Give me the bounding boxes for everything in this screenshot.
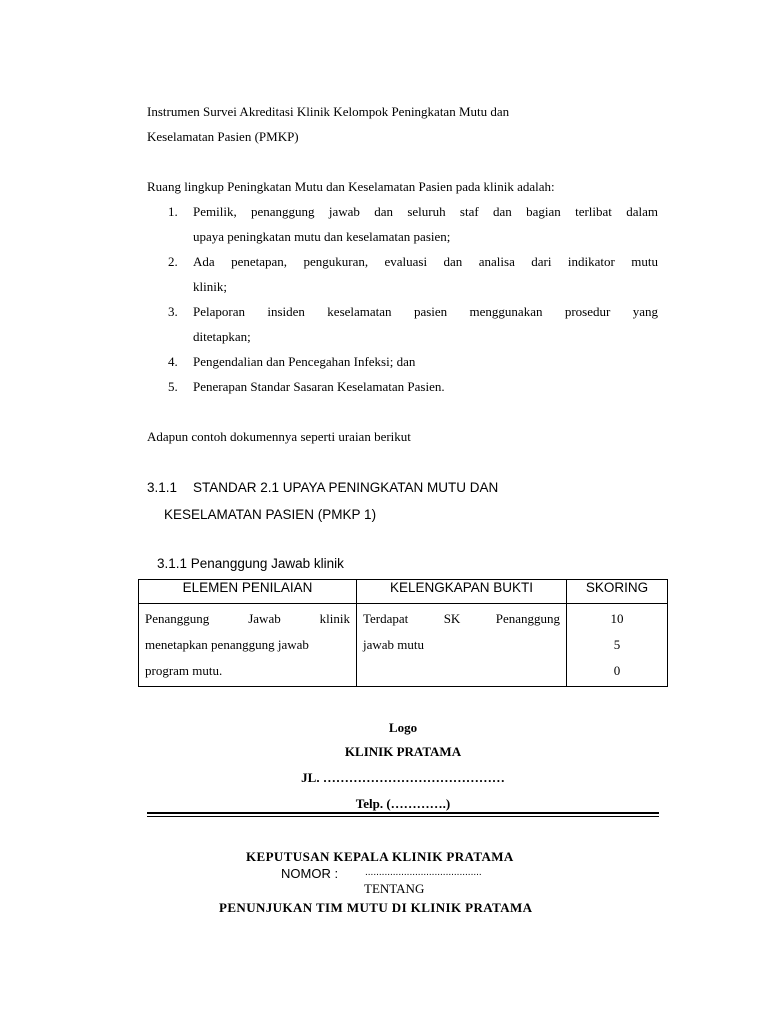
letterhead-rule-thick — [147, 812, 659, 814]
cell-skoring — [567, 604, 668, 687]
scope-intro: Ruang lingkup Peningkatan Mutu dan Keselamatan Pasien pada klinik adalah: — [147, 179, 555, 194]
cell-line: menetapkan penanggung jawab — [145, 637, 309, 652]
cell-line: Terdapat SK Penanggung — [363, 611, 560, 626]
nomor-value: .......................................... — [365, 867, 482, 878]
list-text: Pelaporan insiden keselamatan pasien menggunakan prosedur yang — [193, 304, 658, 319]
score-value: 5 — [613, 637, 621, 652]
decree-tentang: TENTANG — [364, 881, 425, 896]
table-header-row — [139, 580, 668, 604]
nomor-label: NOMOR : — [281, 866, 339, 881]
letterhead-rule-thin — [147, 816, 659, 817]
cell-line: jawab mutu — [363, 637, 425, 652]
scoring-table — [138, 579, 668, 687]
score-value: 10 — [610, 611, 624, 626]
header-bukti: KELENGKAPAN BUKTI — [357, 580, 567, 604]
cell-line: Penanggung Jawab klinik — [145, 611, 350, 626]
standard-heading-line-2: KESELAMATAN PASIEN (PMKP 1) — [164, 507, 377, 522]
list-text-cont: ditetapkan; — [193, 329, 251, 344]
cell-elemen — [139, 604, 357, 687]
sub-heading: 3.1.1 Penanggung Jawab klinik — [157, 556, 344, 571]
list-text: Pemilik, penanggung jawab dan seluruh staf dan bagian terlibat dalam — [193, 204, 658, 219]
document-title-line-2: Keselamatan Pasien (PMKP) — [147, 129, 299, 144]
document-title-line-1: Instrumen Survei Akreditasi Klinik Kelompok Peningkatan Mutu dan — [147, 104, 510, 119]
list-number: 1. — [168, 204, 178, 219]
standard-number: 3.1.1 — [147, 480, 178, 495]
list-number: 5. — [168, 379, 178, 394]
list-text-cont: klinik; — [193, 279, 227, 294]
table-row — [139, 604, 668, 687]
header-skoring: SKORING — [567, 580, 668, 604]
letterhead-clinic-name: KLINIK PRATAMA — [344, 744, 462, 759]
cell-line: program mutu. — [145, 663, 223, 678]
decree-title: KEPUTUSAN KEPALA KLINIK PRATAMA — [246, 849, 514, 864]
list-number: 2. — [168, 254, 178, 269]
cell-bukti — [357, 604, 567, 687]
letterhead-phone: Telp. (………….) — [355, 796, 451, 811]
list-text: Penerapan Standar Sasaran Keselamatan Pasien. — [193, 379, 445, 394]
header-elemen: ELEMEN PENILAIAN — [139, 580, 357, 604]
list-number: 4. — [168, 354, 178, 369]
letterhead-address: JL. …………………………………… — [301, 770, 505, 785]
score-value: 0 — [613, 663, 621, 678]
letterhead-logo: Logo — [388, 720, 418, 735]
example-intro: Adapun contoh dokumennya seperti uraian berikut — [147, 429, 411, 444]
standard-heading-line-1: STANDAR 2.1 UPAYA PENINGKATAN MUTU DAN — [193, 480, 499, 495]
list-text-cont: upaya peningkatan mutu dan keselamatan pasien; — [193, 229, 451, 244]
list-text: Pengendalian dan Pencegahan Infeksi; dan — [193, 354, 416, 369]
list-number: 3. — [168, 304, 178, 319]
decree-subject: PENUNJUKAN TIM MUTU DI KLINIK PRATAMA — [219, 900, 533, 915]
list-text: Ada penetapan, pengukuran, evaluasi dan analisa dari indikator mutu — [193, 254, 658, 269]
